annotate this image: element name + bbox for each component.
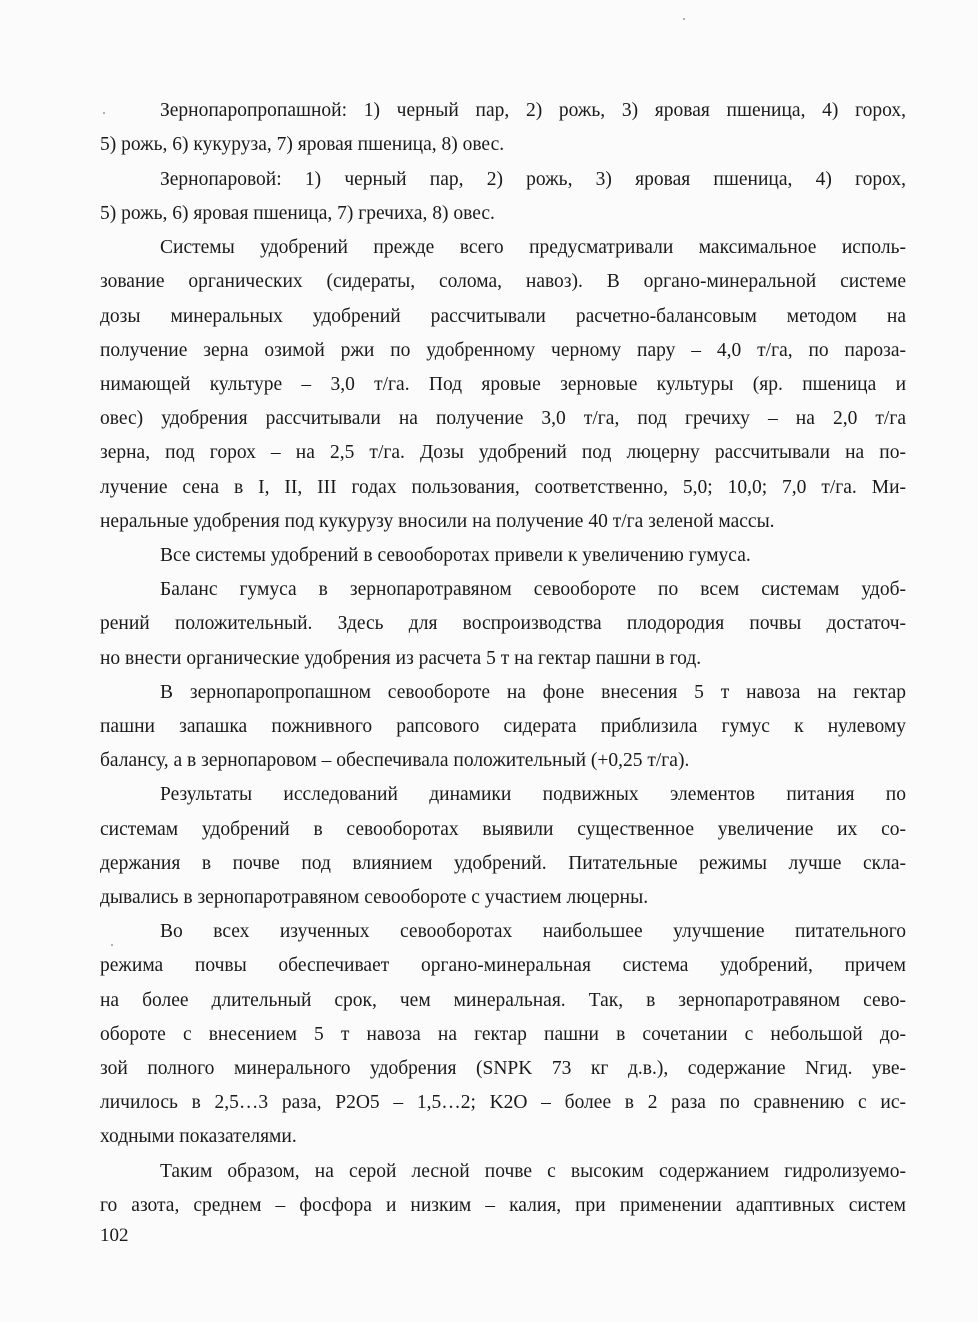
text-line: ходными показателями. [100,1126,297,1148]
paragraph-conclusion [100,1155,906,1223]
text-line: Во всех изученных севооборотах наибольшее улучшение питательного [160,921,906,943]
text-line: балансу, а в зернопаровом – обеспечивала положительный (+0,25 т/га). [100,750,690,772]
text-line: 5) рожь, 6) яровая пшеница, 7) гречиха, 8) овес. [100,203,495,224]
text-line: но внести органические удобрения из расчета 5 т на гектар пашни в год. [100,647,702,669]
scan-speck [111,944,113,946]
text-line: на более длительный срок, чем минеральная. Так, в зернопаротравяном сево- [100,989,906,1011]
scan-speck [683,18,685,20]
text-line: пашни запашка пожнивного рапсового сидерата приблизила гумус к нулевому [100,716,906,738]
text-line: личилось в 2,5…3 раза, P2O5 – 1,5…2; K2O – более в 2 раза по сравнению с ис- [100,1092,906,1114]
text-line: Зернопаровой: 1) черный пар, 2) рожь, 3) яровая пшеница, 4) горох, [160,168,906,190]
text-line: режима почвы обеспечивает органо-минеральная система удобрений, причем [100,955,906,977]
text-line: Все системы удобрений в севооборотах привели к увеличению гумуса. [160,545,751,567]
paragraph-organo-mineral [100,915,906,1154]
text-line: нимающей культуре – 3,0 т/га. Под яровые зерновые культуры (яр. пшеница и [100,374,906,396]
text-line: лучение сена в I, II, III годах пользования, соответственно, 5,0; 10,0; 7,0 т/га. Ми- [100,476,906,498]
paragraph-humus-balance [100,573,906,676]
paragraph-crop-rotation-2 [100,163,906,231]
text-line: зование органических (сидераты, солома, навоз). В органо-минеральной системе [100,271,906,293]
text-line: В зернопаропропашном севообороте на фоне внесения 5 т навоза на гектар [160,681,906,703]
text-line: го азота, среднем – фосфора и низким – калия, при применении адаптивных систем [100,1194,906,1216]
paragraph-fertilizer-systems [100,231,906,539]
text-line: дозы минеральных удобрений рассчитывали расчетно-балансовым методом на [100,305,906,327]
paragraph-crop-rotation-1 [100,94,906,162]
paragraph-humus-increase [100,539,906,573]
text-line: 5) рожь, 6) кукуруза, 7) яровая пшеница, 8) овес. [100,134,505,156]
text-line: Зернопаропропашной: 1) черный пар, 2) рожь, 3) яровая пшеница, 4) горох, [160,100,906,121]
paragraph-grain-fallow-tilled [100,676,906,779]
text-line: Результаты исследований динамики подвижных элементов питания по [160,784,906,806]
text-line: системам удобрений в севооборотах выявили существенное увеличение их со- [100,818,906,840]
text-line: зой полного минерального удобрения (SNPK 73 кг д.в.), содержание Nгид. уве- [100,1058,906,1080]
text-line: обороте с внесением 5 т навоза на гектар пашни в сочетании с небольшой до- [100,1023,906,1045]
scan-speck [103,112,105,114]
text-line: зерна, под горох – на 2,5 т/га. Дозы удобрений под люцерну рассчитывали на по- [100,442,906,464]
text-line: Баланс гумуса в зернопаротравяном севообороте по всем системам удоб- [160,579,906,601]
text-line: получение зерна озимой ржи по удобренному черному пару – 4,0 т/га, по пароза- [100,339,906,361]
text-line: рений положительный. Здесь для воспроизводства плодородия почвы достаточ- [100,613,906,635]
body-text [100,94,906,1223]
text-line: Таким образом, на серой лесной почве с высоким содержанием гидролизуемо- [160,1160,906,1182]
text-line: дывались в зернопаротравяном севообороте с участием люцерны. [100,887,649,909]
page-number: 102 [100,1225,129,1246]
text-line: Системы удобрений прежде всего предусматривали максимальное исполь- [160,237,906,259]
paragraph-nutrient-dynamics [100,778,906,915]
text-line: неральные удобрения под кукурузу вносили на получение 40 т/га зеленой массы. [100,510,775,532]
text-line: держания в почве под влиянием удобрений. Питательные режимы лучше скла- [100,852,906,874]
text-line: овес) удобрения рассчитывали на получение 3,0 т/га, под гречиху – на 2,0 т/га [100,408,906,430]
